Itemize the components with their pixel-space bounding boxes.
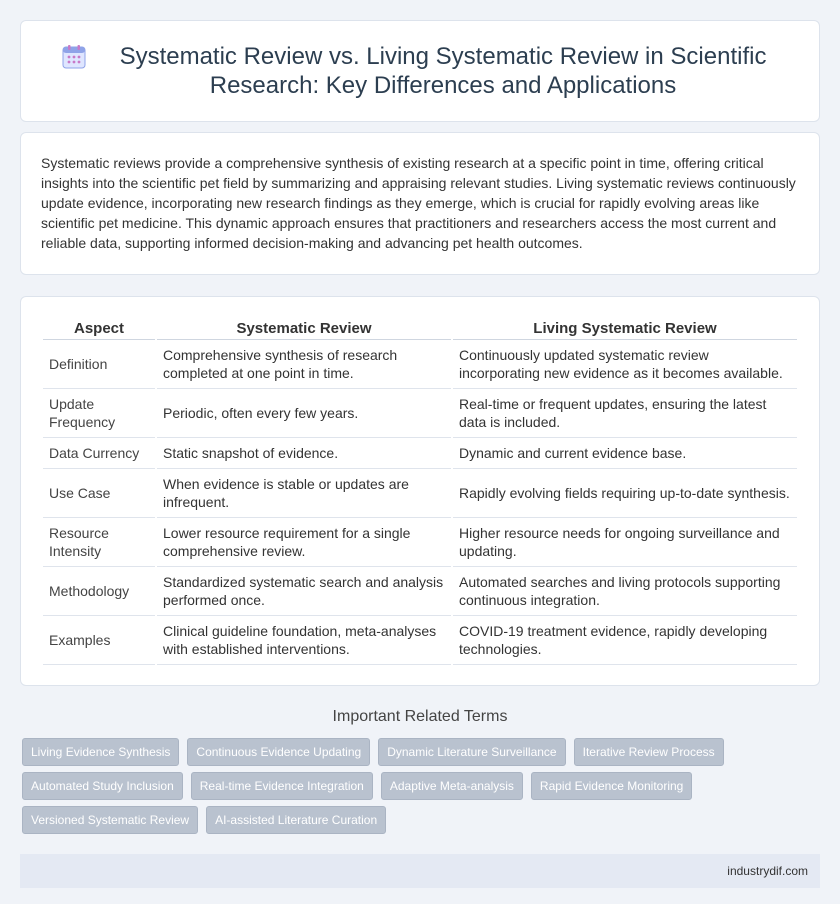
related-terms-tags [0, 738, 840, 834]
systematic-review-cell: When evidence is stable or updates are infrequent. [157, 469, 451, 518]
living-review-cell: Higher resource needs for ongoing surveillance and updating. [453, 518, 797, 567]
living-review-cell: Automated searches and living protocols supporting continuous integration. [453, 567, 797, 616]
aspect-cell: Resource Intensity [43, 518, 155, 567]
column-header-systematic-review: Systematic Review [157, 317, 451, 340]
intro-card [20, 132, 820, 275]
related-term-tag[interactable]: Continuous Evidence Updating [187, 738, 370, 766]
table-row [43, 340, 797, 389]
aspect-cell: Definition [43, 340, 155, 389]
column-header-living-systematic-review: Living Systematic Review [453, 317, 797, 340]
related-term-tag[interactable]: Iterative Review Process [574, 738, 724, 766]
living-review-cell: COVID-19 treatment evidence, rapidly developing technologies. [453, 616, 797, 665]
aspect-cell: Examples [43, 616, 155, 665]
living-review-cell: Dynamic and current evidence base. [453, 438, 797, 469]
living-review-cell: Continuously updated systematic review incorporating new evidence as it becomes available. [453, 340, 797, 389]
table-row [43, 616, 797, 665]
living-review-cell: Real-time or frequent updates, ensuring the latest data is included. [453, 389, 797, 438]
systematic-review-cell: Periodic, often every few years. [157, 389, 451, 438]
header-card [20, 20, 820, 122]
systematic-review-cell: Static snapshot of evidence. [157, 438, 451, 469]
page-title: Systematic Review vs. Living Systematic Review in Scientific Research: Key Differences and Applications [119, 43, 767, 99]
living-review-cell: Rapidly evolving fields requiring up-to-date synthesis. [453, 469, 797, 518]
aspect-cell: Use Case [43, 469, 155, 518]
aspect-cell: Update Frequency [43, 389, 155, 438]
related-term-tag[interactable]: Rapid Evidence Monitoring [531, 772, 692, 800]
table-row [43, 567, 797, 616]
intro-paragraph: Systematic reviews provide a comprehensive synthesis of existing research at a specific point in time, offering critical insights into the scientific pet field by summarizing and appraising relevant studies. Living systematic reviews continuously update evidence, incorporating new research findings as they emerge, which is crucial for rapidly evolving areas like scientific pet medicine. This dynamic approach ensures that practitioners and researchers access the most current and reliable data, supporting informed decision-making and advancing pet health outcomes. [41, 155, 796, 251]
related-term-tag[interactable]: AI-assisted Literature Curation [206, 806, 386, 834]
related-terms-title: Important Related Terms [332, 708, 508, 725]
systematic-review-cell: Lower resource requirement for a single comprehensive review. [157, 518, 451, 567]
table-row [43, 438, 797, 469]
related-term-tag[interactable]: Adaptive Meta-analysis [381, 772, 523, 800]
related-term-tag[interactable]: Living Evidence Synthesis [22, 738, 179, 766]
table-row [43, 518, 797, 567]
related-term-tag[interactable]: Automated Study Inclusion [22, 772, 183, 800]
systematic-review-cell: Standardized systematic search and analysis performed once. [157, 567, 451, 616]
related-terms-section [0, 708, 840, 834]
comparison-table [41, 317, 799, 665]
systematic-review-cell: Comprehensive synthesis of research completed at one point in time. [157, 340, 451, 389]
table-row [43, 469, 797, 518]
table-header-row [43, 317, 797, 340]
column-header-aspect: Aspect [43, 317, 155, 340]
table-row [43, 389, 797, 438]
related-term-tag[interactable]: Real-time Evidence Integration [191, 772, 373, 800]
aspect-cell: Data Currency [43, 438, 155, 469]
footer-bar [20, 854, 820, 888]
systematic-review-cell: Clinical guideline foundation, meta-analyses with established interventions. [157, 616, 451, 665]
related-term-tag[interactable]: Versioned Systematic Review [22, 806, 198, 834]
related-term-tag[interactable]: Dynamic Literature Surveillance [378, 738, 565, 766]
comparison-card [20, 296, 820, 686]
footer-site-link[interactable]: industrydif.com [727, 864, 808, 878]
calendar-icon [61, 44, 87, 70]
aspect-cell: Methodology [43, 567, 155, 616]
